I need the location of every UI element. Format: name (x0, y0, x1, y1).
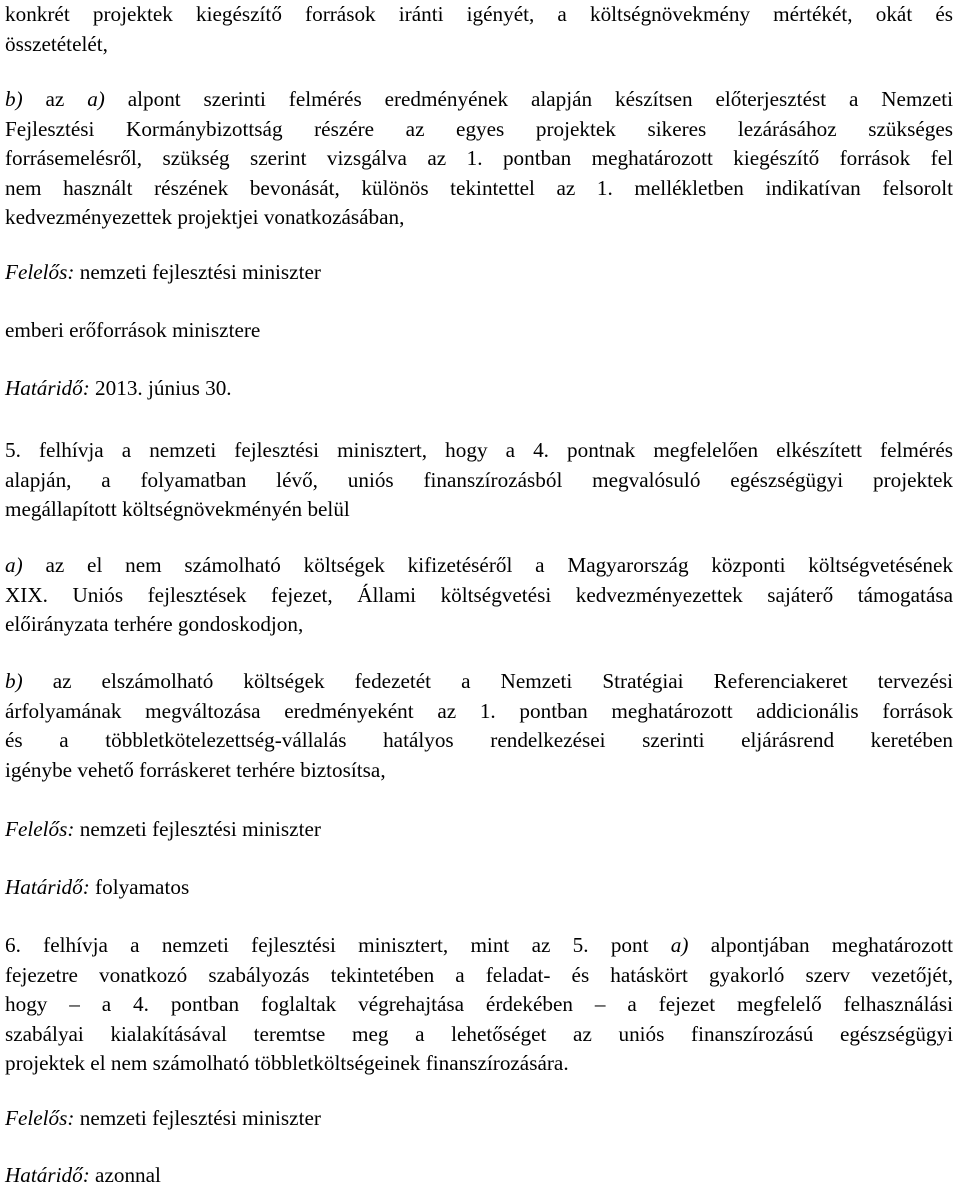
responsible-label: Felelős: (5, 817, 75, 841)
text-line: b) az a) alpont szerinti felmérés eredményének alapján készítsen előterjesztést a Nemzeti (5, 87, 953, 111)
responsible-label: Felelős: (5, 1106, 75, 1130)
deadline-value: azonnal (89, 1163, 161, 1187)
deadline-block-3 (5, 1161, 953, 1191)
responsible-block-2 (5, 815, 953, 845)
responsible-value: nemzeti fejlesztési miniszter (74, 817, 321, 841)
item-marker: b) (5, 669, 23, 693)
text-line (5, 667, 953, 697)
item-reference: a) (87, 87, 105, 111)
deadline-label: Határidő: (5, 875, 90, 899)
paragraph-5a (5, 551, 953, 640)
deadline-value: folyamatos (89, 875, 190, 899)
text-line: összetételét, (5, 31, 108, 56)
text-line: hogy – a 4. pontban foglaltak végrehajtása érdekében – a fejezet megfelelő felhasználási (5, 992, 953, 1017)
text-line: árfolyamának megváltozása eredményeként az 1. pontban meghatározott addicionális források (5, 698, 953, 723)
text-line: igénybe vehető forráskeret terhére biztosítsa, (5, 757, 386, 782)
paragraph-4b (5, 85, 953, 233)
deadline-line (5, 1161, 953, 1191)
text-fragment: az elszámolható költségek fedezetét a Nemzeti Stratégiai Referenciakeret tervezési (22, 669, 953, 693)
text-line: előirányzata terhére gondoskodjon, (5, 612, 304, 637)
responsible-value: nemzeti fejlesztési miniszter (74, 260, 321, 284)
text-line: Fejlesztési Kormánybizottság részére az egyes projektek sikeres lezárásához szükséges (5, 116, 953, 141)
text-line: szabályai kialakításával teremtse meg a lehetőséget az uniós finanszírozású egészségügyi (5, 1021, 953, 1046)
paragraph-4a-continuation (5, 0, 953, 59)
text-line: forrásemelésről, szükség szerint vizsgálva az 1. pontban meghatározott kiegészítő források fel (5, 146, 953, 171)
paragraph-5b (5, 667, 953, 785)
text-line: fejezetre vonatkozó szabályozás tekintetében a feladat- és hatáskört gyakorló szerv vezetőjét, (5, 962, 953, 987)
paragraph-6 (5, 931, 953, 1079)
responsible-block-3 (5, 1104, 953, 1134)
responsible-line (5, 258, 953, 288)
deadline-line (5, 873, 953, 903)
responsible-label: Felelős: (5, 260, 75, 284)
text-line: megállapított költségnövekményén belül (5, 497, 350, 522)
text-line: XIX. Uniós fejlesztések fejezet, Állami költségvetési kedvezményezettek sajáterő támogatása (5, 582, 953, 607)
paragraph-5 (5, 436, 953, 525)
text-fragment: az el nem számolható költségek kifizetéséről a Magyarország központi költségvetésének (22, 553, 953, 577)
text-line: kedvezményezettek projektjei vonatkozásában, (5, 205, 405, 230)
responsible-line (5, 1104, 953, 1134)
text-line: nem használt részének bevonását, különös tekintettel az 1. mellékletben indikatívan felsorolt (5, 175, 953, 200)
item-reference: a) (670, 933, 689, 957)
text-fragment: alpontjában meghatározott (688, 933, 953, 957)
text-fragment: 6. felhívja a nemzeti fejlesztési minisztert, mint az 5. pont (5, 933, 671, 957)
item-marker: a) (5, 553, 23, 577)
text-line (5, 931, 953, 961)
text-line (5, 551, 953, 581)
text-line: alapján, a folyamatban lévő, uniós finanszírozásból megvalósuló egészségügyi projektek (5, 467, 953, 492)
deadline-line (5, 374, 953, 404)
responsible-line (5, 815, 953, 845)
text-line: projektek el nem számolható többletköltségeinek finanszírozására. (5, 1051, 569, 1076)
deadline-block-2 (5, 873, 953, 903)
responsible-value: nemzeti fejlesztési miniszter (74, 1106, 321, 1130)
deadline-value: 2013. június 30. (89, 376, 232, 400)
deadline-label: Határidő: (5, 1163, 90, 1187)
responsible-extra: emberi erőforrások minisztere (5, 318, 261, 342)
responsible-extra-1 (5, 316, 953, 346)
item-marker: b) (5, 87, 23, 111)
text-line: konkrét projektek kiegészítő források iránti igényét, a költségnövekmény mértékét, okát és (5, 2, 953, 26)
deadline-block-1 (5, 374, 953, 404)
text-line: 5. felhívja a nemzeti fejlesztési minisztert, hogy a 4. pontnak megfelelően elkészített felmérés (5, 438, 953, 462)
text-line: és a többletkötelezettség-vállalás hatályos rendelkezései szerinti eljárásrend keretében (5, 728, 953, 753)
deadline-label: Határidő: (5, 376, 90, 400)
text-fragment: alpont szerinti felmérés eredményének alapján készítsen előterjesztést a Nemzeti (104, 87, 953, 111)
responsible-block-1 (5, 258, 953, 288)
